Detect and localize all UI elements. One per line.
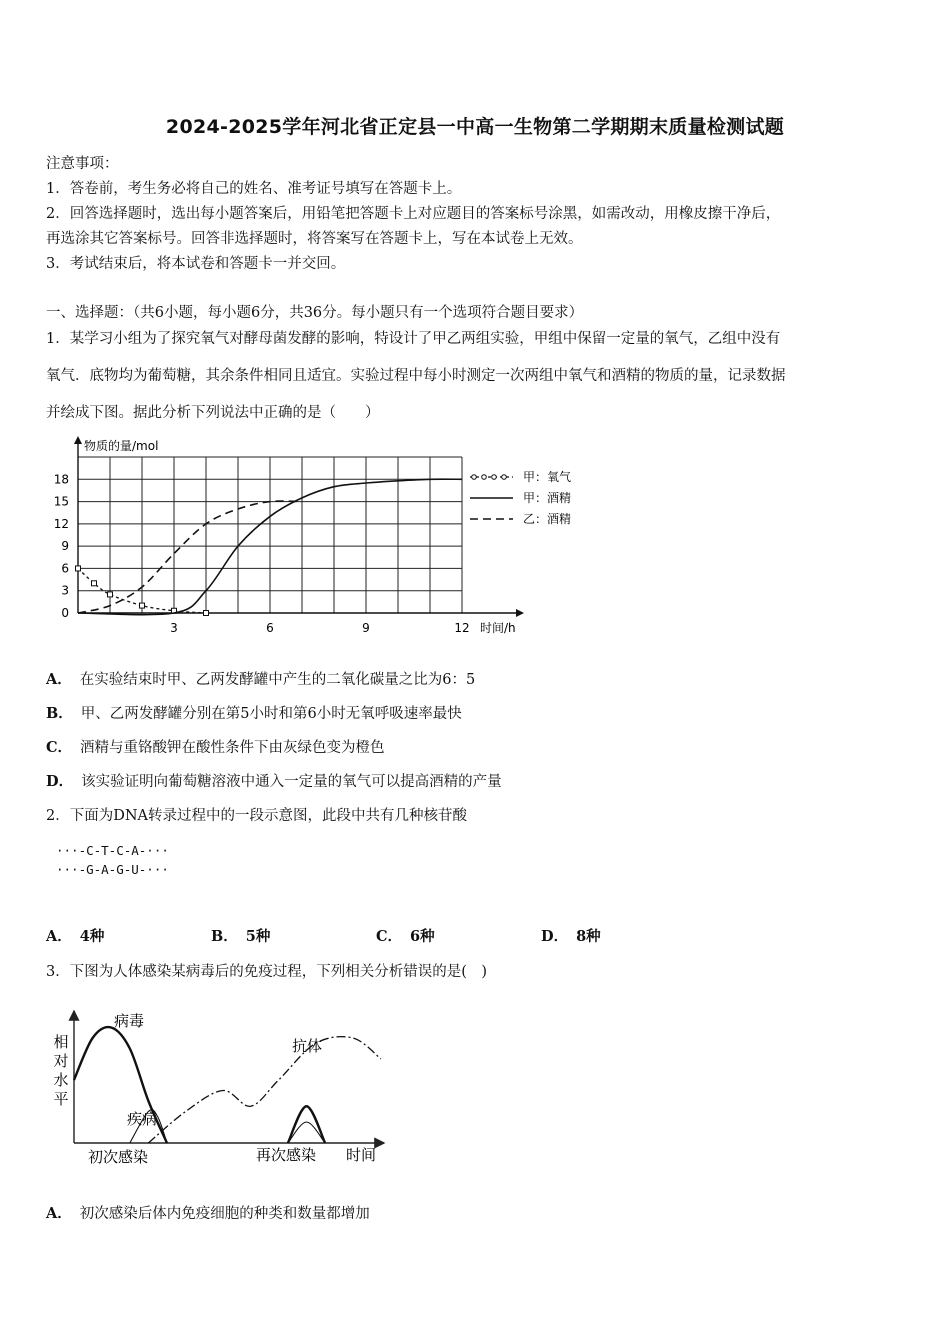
legend-marker (482, 475, 487, 480)
option-text: 8种 (576, 928, 601, 945)
series-curve-4 (288, 1106, 325, 1143)
x-tick-label: 再次感染 (256, 1146, 317, 1164)
y-axis-label-char: 水 (53, 1071, 69, 1089)
y-axis-label: 物质的量/mol (84, 439, 159, 453)
option-text: 6种 (410, 928, 435, 945)
y-axis-arrow (74, 436, 82, 444)
y-axis-label-char: 相 (53, 1033, 69, 1051)
x-tick-label: 9 (362, 621, 370, 635)
option-label: D． (46, 773, 74, 790)
question-3-stem: 3．下图为人体感染某病毒后的免疫过程，下列相关分析错误的是( ) (46, 964, 488, 980)
option-label: D． (541, 928, 569, 945)
legend-marker (492, 475, 497, 480)
page-title: 2024-2025学年河北省正定县一中高一生物第二学期期末质量检测试题 (165, 116, 785, 138)
fermentation-chart (50, 430, 610, 645)
y-tick-label: 15 (53, 494, 69, 509)
notice-item: 3．考试结束后，将本试卷和答题卡一并交回。 (46, 256, 346, 272)
y-tick-label: 0 (61, 606, 69, 620)
x-tick-label: 初次感染 (88, 1148, 149, 1166)
virus-label: 病毒 (114, 1012, 145, 1030)
question-1-stem: 并绘成下图。据此分析下列说法中正确的是（ ） (46, 405, 380, 421)
x-tick-label: 3 (170, 621, 178, 635)
data-point (204, 611, 209, 616)
x-tick-label: 12 (454, 621, 470, 635)
antibody-label: 抗体 (292, 1037, 323, 1055)
series-curve-3 (148, 1037, 381, 1143)
x-axis-arrow (516, 609, 524, 617)
legend-label: 乙：酒精 (523, 512, 572, 526)
section-heading: 一、选择题：（共6小题，每小题6分，共36分。每小题只有一个选项符合题目要求） (46, 305, 584, 321)
notice-item: 1．答卷前，考生务必将自己的姓名、准考证号填写在答题卡上。 (46, 181, 462, 197)
option-text: 酒精与重铬酸钾在酸性条件下由灰绿色变为橙色 (80, 740, 385, 756)
option-label: B． (46, 705, 73, 722)
notice-item: 2．回答选择题时，选出每小题答案后，用铅笔把答题卡上对应题目的答案标号涂黑，如需改动，用橡皮擦干净后， (46, 206, 781, 222)
option-b[interactable] (46, 702, 462, 723)
immune-response-chart (48, 1005, 398, 1170)
option-b[interactable] (211, 925, 270, 946)
x-axis-label: 时间 (346, 1146, 377, 1164)
data-point (140, 603, 145, 608)
option-d[interactable] (46, 770, 502, 791)
x-tick-label: 6 (266, 621, 274, 635)
option-label: A． (46, 1205, 72, 1222)
y-tick-label: 6 (61, 561, 69, 576)
dna-strand-1: ···-C-T-C-A-··· (56, 843, 169, 858)
data-point (92, 581, 97, 586)
y-tick-label: 12 (53, 516, 69, 531)
legend-marker (472, 475, 477, 480)
legend-label: 甲：酒精 (523, 491, 572, 505)
x-axis-label: 时间/h (480, 621, 516, 635)
y-axis-label-char: 对 (53, 1052, 69, 1070)
option-label: A． (46, 671, 72, 688)
series-curve-5 (288, 1122, 325, 1143)
option-text: 4种 (79, 928, 105, 945)
rna-strand-2: ···-G-A-G-U-··· (56, 862, 169, 877)
option-label: C． (46, 739, 73, 756)
option-a[interactable] (46, 925, 104, 946)
option-text: 5种 (245, 928, 271, 945)
notice-item: 再选涂其它答案标号。回答非选择题时，将答案写在答题卡上，写在本试卷上无效。 (46, 231, 583, 247)
option-text: 在实验结束时甲、乙两发酵罐中产生的二氧化碳量之比为6：5 (79, 672, 476, 688)
option-c[interactable] (46, 736, 385, 757)
notice-heading: 注意事项： (46, 156, 119, 172)
option-text: 甲、乙两发酵罐分别在第5小时和第6小时无氧呼吸速率最快 (80, 706, 462, 722)
question-1-stem: 氧气．底物均为葡萄糖，其余条件相同且适宜。实验过程中每小时测定一次两组中氧气和酒精的物质的量，记录数据 (46, 368, 786, 384)
option-a[interactable] (46, 668, 475, 689)
option-label: C． (376, 928, 403, 945)
legend-label: 甲：氧气 (523, 470, 572, 484)
option-a[interactable] (46, 1202, 370, 1223)
y-tick-label: 3 (61, 583, 69, 598)
option-label: A． (46, 928, 72, 945)
y-tick-label: 18 (53, 472, 69, 487)
option-text: 初次感染后体内免疫细胞的种类和数量都增加 (79, 1206, 370, 1222)
option-d[interactable] (541, 925, 601, 946)
disease-label: 疾病 (127, 1110, 158, 1128)
y-tick-label: 9 (61, 539, 69, 554)
question-2-stem: 2．下面为DNA转录过程中的一段示意图，此段中共有几种核苷酸 (46, 808, 468, 824)
data-point (76, 566, 81, 571)
legend-marker (502, 475, 507, 480)
option-c[interactable] (376, 925, 435, 946)
option-text: 该实验证明向葡萄糖溶液中通入一定量的氧气可以提高酒精的产量 (81, 774, 502, 790)
option-label: B． (211, 928, 238, 945)
data-point (108, 592, 113, 597)
y-axis-label-char: 平 (53, 1090, 69, 1108)
question-1-stem: 1．某学习小组为了探究氧气对酵母菌发酵的影响，特设计了甲乙两组实验，甲组中保留一定量的氧气，乙组中没有 (46, 331, 781, 347)
